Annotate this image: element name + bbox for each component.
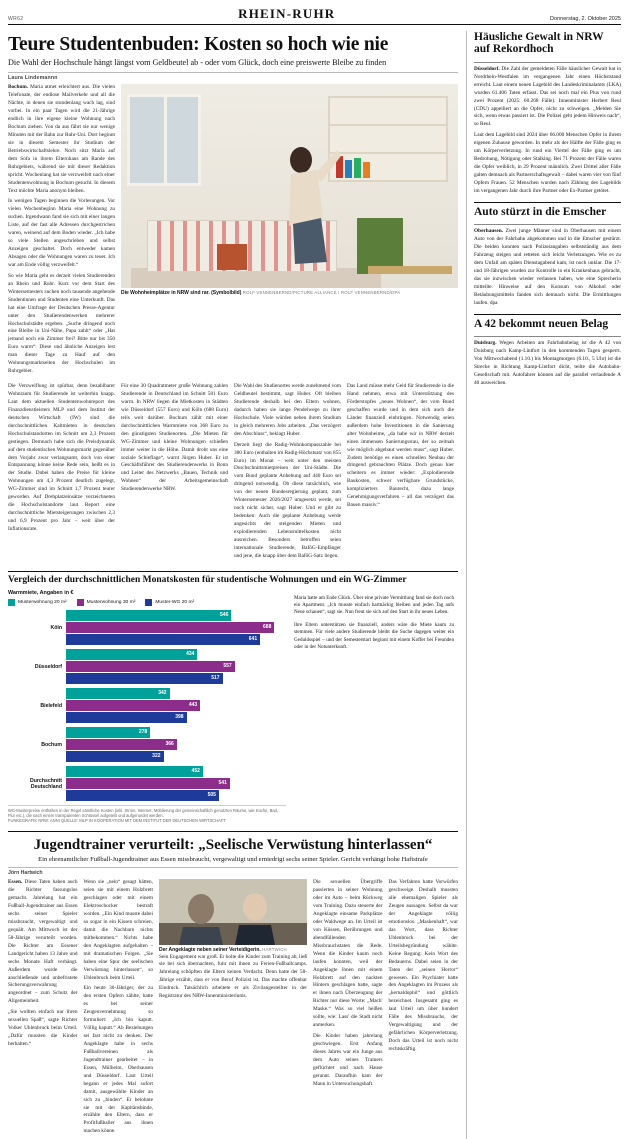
chart-bar-value: 641 <box>248 636 258 643</box>
secondary-headline: Jugendtrainer verurteilt: „Seelische Verwüstung hinterlassen“ <box>33 836 433 853</box>
chart-bar <box>66 727 150 738</box>
lead-text-col-5 <box>347 383 454 564</box>
lead-photo-caption <box>121 290 458 296</box>
paragraph: Wenn sie „nein“ gesagt hätten, seien sie mit einem Holzbrett geschlagen oder mit einem Elektroschocker bestraft worden. „Ein Kind musste dabei so sogar in ein Kissen schreien, damit die Nachbarn nichts mitbekommen.“ Nichts habe den Angeklagten aufgehalten – mit dramatischen Folgen. „Sie haben eine Spur der seelischen Verwüstung hinterlassen“, so Uhlenbruck beim Urteil. <box>83 879 153 981</box>
secondary-col-5 <box>389 879 459 1139</box>
chart-bar-value: 546 <box>220 612 229 619</box>
paragraph: Bochum. Maria atmet erleichtert aus. Die vielen Telefonate, der endlose Mailverkehr und all die Nächte, in denen sie stundenlang wach lag, sind vorbei. In ein paar Tagen wird die 21-Jährige endlich in ihre eigene kleine Wohnung nach Bochum ziehen. Von da aus fährt sie nur wenige Minuten mit der Bahn zur Ruhr-Uni. Dort beginnt sie in diesem Semester ihr Studium der Betriebswirtschaftslehre. Noch sitzt Maria auf dem Sofa in ihrem Elternhaus am Rande des Ruhrgebiets, während sie mit dieser Redaktion spricht. Wochenlang hat sie verzweifelt nach einer Studentenwohnung in Bochum gesucht. In diesem Text möchte Maria anonym bleiben. <box>8 84 115 194</box>
person-figure <box>271 144 341 264</box>
secondary-subhead: Ein ehrenamtlicher Fußball-Jugendtrainer aus Essen missbraucht, vergewaltigt und erniedrigt sechs seiner Spieler. Gericht verhängt hohe Haftstrafe <box>38 856 428 864</box>
paragraph: „Sie wollten einfach nur ihren sexuellen Spaß“, sagte Richter Volker Uhlenbruck beim Urteil. „Dafür mussten die Kinder herhalten.“ <box>8 1009 78 1048</box>
chart-bar-value: 505 <box>207 792 216 799</box>
chart-legend-item <box>145 599 194 606</box>
page-title: Teure Studentenbuden: Kosten so hoch wie nie <box>8 34 389 55</box>
paragraph: Ihre Eltern unterstützen sie finanziell, anders wäre die Miete kaum zu stemmen. Für viele andere Studierende bleibt die Suche dagegen weiter ein Geduldsspiel – und der Semesterstart beginnt mit einem Koffer bei Freunden oder in der Notunterkunft. <box>294 621 454 651</box>
chart-bar-value: 322 <box>152 753 161 760</box>
chart-bar <box>66 778 230 789</box>
chart-source-text: WG-Musterpreise enthalten in der Regel sämtliche Kosten (inkl. Strom, Internet, Möblierung der gemeinschaftlich genutzten Räume, wie Küche, Bad, Flur etc.), die nach einem transparenten Schlüssel aufgeteilt und aufgerundet werden. <box>8 807 279 818</box>
rail-story-2-headline: Auto stürzt in die Emscher <box>474 205 607 218</box>
chart-bar <box>66 673 223 684</box>
chart-bar <box>66 712 187 723</box>
paragraph: Sein Engagement war groß. Er holte die Kinder zum Training ab, ließ sie bei sich übernachten, fuhr mit ihnen zu Ferien-Fußballcamps. Jahrelang schöpften die Eltern keinen Verdacht. Denn hatte der 58-Jährige erzählt, dass er von Beruf Polizist ist. Das machte offenbar Eindruck. Tatsächlich arbeitete er als Zivilangestellter in der Registratur des NRW-Innenministeriums. <box>159 953 307 1000</box>
lead-text-col-2 <box>8 383 115 564</box>
chart-bar <box>66 622 274 633</box>
chart-bar <box>66 766 203 777</box>
legend-label: Musterwohnung 20 m² <box>18 599 67 605</box>
chart-category-label: Köln <box>50 624 62 631</box>
newspaper-page <box>0 6 629 1135</box>
chart-bar <box>66 700 200 711</box>
lead-text-col-4 <box>234 383 341 564</box>
secondary-col-1 <box>8 879 78 1139</box>
paragraph: Für eine 30 Quadratmeter große Wohnung zahlen Studierende in Deutschland im Schnitt 581 Euro warm. In NRW liegen die Mietkosten in Städten wie Düsseldorf (557 Euro) und Köln (688 Euro) teils weit darüber. Bochum zählt mit einer durchschnittlichen Warmmiete von 368 Euro zu den günstigsten Studienorten. „Die Mieten für WG-Zimmer und kleine Wohnungen schießen immer weiter in die Höhe. Damit droht uns eine soziale Schieflage“, warnt Jürgen Huber. Er ist Geschäftsführer des Studierendenwerks in Bonn und Leiter des Netzwerks „Bauen, Technik und Wohnen“ der Arbeitsgemeinschaft Studierendenwerke NRW. <box>121 383 228 493</box>
secondary-col-4 <box>313 879 383 1139</box>
masthead <box>8 6 621 25</box>
chart-bar-value: 557 <box>223 663 232 670</box>
secondary-col-3 <box>159 879 307 1139</box>
chart-category-label: Bielefeld <box>40 702 62 709</box>
paragraph: Oberhausen. Zwei junge Männer sind in Oberhausen mit einem Auto von der Fahrbahn abgekommen und in die Emscher gestürzt. Die beiden konnten nach Polizeiangaben selbstständig aus dem Fahrzeug steigen und retteten sich leicht Verletzungen. Wie es zu dem Unfall am späten Dienstagabend kam, ist noch unklar. Die 17- und 18-Jährigen wurden zur Kontrolle in ein Krankenhaus gebracht, das sie inzwischen wieder verlassen haben, wie eine Sprecherin mitteilte. Hinweise auf den Konsum von Alkohol oder Betäubungsmitteln fanden sich demnach nicht. Die Ermittlungen laufen. dpa <box>474 228 621 306</box>
caption-credit: HARTWICH <box>262 947 287 953</box>
paragraph: Die Wahl des Studienortes werde zunehmend vom Geldbeutel bestimmt, sagt Huber. Oft bleiben Studierende deshalb bei den Eltern wohnen, dadurch haben sie lange Pendelwege zu ihrer Hochschule. Viele würden neben ihrem Studium in gleich mehreren Jobs arbeiten. „Das verzögert den Abschluss“, beklagt Huber. <box>234 383 341 437</box>
paragraph: Laut dem Lagebild sind 2024 über 66.000 Menschen Opfer in ihrem eigenen Zuhause geworden. In mehr als der Hälfte der Fälle ging es um Körperverletzung. In rund ein Viertel der Fälle ging es um Bedrohung, Nötigung oder Stalking. Bei 71 Prozent der Fälle waren die Opfer weiblich, in 29 Prozent männlich. Zwei Drittel aller Fälle galten demnach als Partnerschaftsgewalt – dabei waren vier von fünf Opfern Frauen. 52 Menschen wurden nach Zählung des Lagebilds im vergangenen Jahr durch ihre Partner oder Ex-Partner getötet. <box>474 132 621 194</box>
legend-swatch <box>8 599 15 606</box>
legend-swatch <box>145 599 152 606</box>
page-body <box>8 31 621 1139</box>
paragraph: Die sexuellen Übergriffe passierten in seiner Wohnung oder im Auto – beim Rückweg vom Training. Dazu steuerte der Angeklagte einsame Parkplätze oder Waldwege an. Im Urteil ist von Küssen, Berührungen und abendfüllenden Missbrauchstaten die Rede. Wenn die Kinder kaum noch laufen konnten, weil der Angeklagte ihnen mit einem Holzbrett auf den nackten Hintern geschlagen hatte, sagte er ihnen nach Überzeugung der Richter nur diese Worte: „Mach' Maske.“ Was so viel heißen sollte, wie: Lass' die Stadt nicht anmerken. <box>313 879 383 1029</box>
chart-bar-value: 517 <box>211 675 220 682</box>
chart-side-text <box>294 590 454 824</box>
legend-label: Muster-WG 20 m² <box>155 599 195 605</box>
chart-bar-row <box>8 766 286 802</box>
caption-text: Der Angeklagte neben seiner Verteidigerin. <box>159 947 261 954</box>
secondary-columns <box>8 879 458 1139</box>
chart-bar-value: 398 <box>175 714 184 721</box>
caption-credit: ROLF VENNENBERND/PICTURE ALLIANCE / ROLF VENNENBERND/DPA <box>242 290 401 296</box>
chart-bar-row <box>8 688 286 724</box>
chart-bar-value: 278 <box>138 729 148 736</box>
chart-bar <box>66 610 231 621</box>
paragraph: Das Land müsse mehr Geld für Studierende in die Hand nehmen, etwa mit Unterstützung des Förderstopfes „neues Wohnen“, der vom Bund geschaffen wurde und in dem sich auch die Länder finanziell einbringen. Notwendig seien außerdem hohe Investitionen in die Sanierung alter Wohnheime, „da habe wir in NRW derzeit einen immensen Sanierungsstau, der so zeitnah wie möglich abgebaut werden muss“, sagt Huber. Zudem benötige es einen schnellen Neubau der dringend gebrauchten Plätze. Doch genau hier scheitern es immer wieder: „Explodierende Baukosten, schwer verfügbare Grundstücke, komplizierters Baurecht, dazu lange Genehmigungsverfahren – all das verzögert das Bauen massiv.“ <box>347 383 454 509</box>
paragraph: Duisburg. Wegen Arbeiten am Fahrbahnbelag ist die A 42 von Duisburg nach Kamp-Lintfort in den kommenden Tagen gesperrt. Von Mittwochabend (1.10.) bis Montagmorgen (6.10., 5 Uhr) ist die Strecke in Richtung Kamp-Lintfort dicht, teilte die Autobahn-Gesellschaft mit. Autofahrer können auf die parallel verlaufende A 40 ausweichen. <box>474 340 621 386</box>
shelf-decor <box>328 96 448 182</box>
chart-bars <box>8 610 286 802</box>
main-column <box>8 31 458 1139</box>
chart-bar-value: 366 <box>165 741 174 748</box>
chart-bar-row <box>8 649 286 685</box>
paragraph: Essen. Diese Taten haben auch die Richter fassungslos gemacht. Jahrelang hat ein Fußball-Jugendtrainer aus Essen sechs seiner Spieler missbraucht, vergewaltigt und gequält. Am Mittwoch ist der 58-Jährige verurteilt worden. Die Richter am Essener Landgericht haben 13 Jahre und sechs Monate Haft verhängt. Außerdem wurde die anschließende und unbefristete Sicherungsverwahrung angeordnet – zum Schutz der Allgemeinheit. <box>8 879 78 1005</box>
secondary-photo-caption <box>159 947 307 953</box>
chart-bar <box>66 661 235 672</box>
chart-legend-item <box>77 599 136 606</box>
legend-swatch <box>77 599 84 606</box>
paragraph: Maria hatte am Ende Glück. Über eine private Vermittlung fand sie doch noch ein Apartment. „Ich musste einfach hartnäckig bleiben und jeden Tag aufs Neue schauen“, sagt sie. Nun freut sie sich auf den Start in ihr neues Leben. <box>294 594 454 616</box>
chart-bar <box>66 634 260 645</box>
chart-bar-value: 434 <box>186 651 195 658</box>
chart-bar-row <box>8 727 286 763</box>
lead-byline: Laura Lindemannn <box>8 72 458 81</box>
masthead-edition-code: WR62 <box>8 16 24 22</box>
paragraph: Die Kinder haben jahrelang geschwiegen. Erst Anfang dieses Jahres war ein Junge aus dem Auto seines Trainers geflüchtet und nach Hause gerannt. Daraufhin kam der Mann in Untersuchungshaft. <box>313 1033 383 1087</box>
legend-label: Musterwohnung 30 m² <box>86 599 136 605</box>
chart-bar <box>66 649 197 660</box>
chart-bar-value: 541 <box>218 780 227 787</box>
chart-category-label: Durchschnitt Deutschland <box>30 777 62 790</box>
paragraph: In wenigen Tagen beginnen die Vorlesungen. Vor vielen Wochenbeginn Maria eine Wohnung zu suchen. Irgendwann fand sie sich mit einer langen Liste, auf der fast alle Adressen durchgestrichen waren, weinend auf dem Boden wieder. „Ich habe so viele Stellen angeschrieben und selbst Anzeigen geschaltet. Doch entweder kamen Absagen oder die Wohnungen waren zu teuer. Ich war am Ende völlig verzweifelt.“ <box>8 198 115 268</box>
chart-bar-value: 342 <box>158 690 167 697</box>
caption-text: Die Wohnheimplätze in NRW sind rar. (Symbolbild) <box>121 290 242 297</box>
paragraph: Ein heute 30-Jähriger, der zu den ersten Opfern zählte, hatte es bei seiner Zeugenvernehmung so formuliert: „Ich bin kaputt. Völlig kaputt.“ Ab Beziehungen sei fast nicht zu denken. Der Angeklagte habe in sechs Fußballvereinen als Jugendtrainer gearbeitet – in Essen, Mülheim, Oberhausen und Düsseldorf. Laut Urteil begann er jedes Mal sofort damit, ausgewählte Kinder an sich zu „binden“. Er belohnte sie mit der Kapitänsbinde, erzählte den Eltern, dass er Profitfußballer aus ihnen machen könne. <box>83 985 153 1135</box>
chart-container <box>8 571 458 824</box>
chart-bar-row <box>8 610 286 646</box>
chart-category-label: Düsseldorf <box>34 663 62 670</box>
chart-bar-value: 688 <box>263 624 272 631</box>
secondary-byline: Jörn Hartwich <box>8 867 458 876</box>
chart-bar <box>66 751 164 762</box>
lead-text-col-1 <box>8 84 115 379</box>
chart-legend <box>8 599 286 606</box>
lead-photo-block <box>121 84 458 379</box>
chart-plot <box>8 590 286 824</box>
chart-bar <box>66 739 177 750</box>
chart-legend-title: Warmmiete, Angaben in € <box>8 589 74 596</box>
lead-photo <box>121 84 458 288</box>
chart-bar <box>66 790 219 801</box>
chart-credit-text: FUNKEGRAFIK NRW: ANNI QUELLE: MLP IN KOOPERATION MIT DEM INSTITUT DER DEUTSCHEN WIRTSCHAFT <box>8 818 226 824</box>
chart-bar-value: 443 <box>188 702 198 709</box>
secondary-story <box>8 831 458 1139</box>
chart-bar-value: 452 <box>191 768 200 775</box>
masthead-title: RHEIN-RUHR <box>238 6 336 21</box>
chart-category-label: Bochum <box>41 741 62 748</box>
lead-top-row <box>8 84 458 379</box>
lead-subhead: Die Wahl der Hochschule hängt längst vom Geldbeutel ab - oder vom Glück, doch eine preiswerte Bleibe zu finden <box>8 58 387 68</box>
paragraph: Das Verfahren hatte Vorwürfen geschweige. Deshalb mussten alle ehemaligen Spieler als Zeugen aussagen. Selbst da war der Angeklagte völlig emotionslos. „Maskenhaft“, war das Wort, dass Richter Uhlenbruck bei der Urteilsbegründung wählte. Keine Regung: Kein Wort des Bedauerns. Dabei seien in der Taten der „seinen Horror“ gewesen. Ein Psychiater hatte den Angeklagten im Prozess als „kernaldophil“ und göttlich bezeichnet. Insgesamt ging es laut Urteil um über hundert Fälle des Missbrauchs, der Vergewaltigung und der gefährlichen Körperverletzung. Doch das Urteil ist noch nicht rechtskräftig. <box>388 879 458 1052</box>
lead-lower-columns <box>8 383 458 564</box>
rail-story-3-headline: A 42 bekommt neuen Belag <box>474 317 609 330</box>
paragraph: Derzeit liegt die Radig-Wohnkompasszahle bei 380 Euro (enthalten im Radig-Höchstsatz von 855 Euro) im Monat – weit unter den meisten Durchschnittsmietpreisen der Uni-Städte. Die vom Bund geplante Anhebung auf 440 Euro sei dringend notwendig. Ob diese tatsächlich, wie von der neuen Bundesregierung geplant, zum Wintersemester 2026/2027 umgesetzt werde, sei noch nicht sicher, sagt Huber. Und er gibt zu bedenken: Auch die geplante Anhebung werde angesichts der steigenden Mieten und explodierenden Lebensmittelkosten nicht ausreichen. Besonders betroffen seien internationale Studierende, BaföG-Empfänger und jene, die knapp über dem BaföG-Satz liegen. <box>234 441 341 559</box>
chart-bar <box>66 688 170 699</box>
paragraph: Die Verzweiflung ist spürbar, denn bezahlbarer Wohnraum für Studierende ist weiterhin knapp. Laut dem aktuellen Studentenwohnreport des Finanzdienstleisters MLP und dem Institut der deutschen Wirtschaft (IW) sind die durchschnittlichen Kaltmieten in deutschen Hochschulstandorten im Schnitt um 2,3 Prozent gestiegen. Demnach habe sich die Preisdynamik auf dem studentischen Wohnungsmarkt gegenüber dem Vorjahr zwar verlangsamt, doch von einer Entspannung könne keine Rede sein, heißt es in der Studie. Dabei haben die Preise für kleine Wohnungen um 4,3 Prozent deutlich zugelegt, WG-Zimmer sind im Schnitt 1,7 Prozent teurer geworden. Auf Drehplatzeinsätze verzeichneten die Hochschulstandorte laut Report eine durchschnittliche Mietsteigerungen zwischen 2,3 und 6,9 Prozent pro Jahr – weit über der Inflationsrate. <box>8 383 115 532</box>
secondary-photo <box>159 879 307 945</box>
masthead-date: Donnerstag, 2. Oktober 2025 <box>550 16 621 22</box>
paragraph: So wie Maria geht es derzeit vielen Studierenden an Rhein und Ruhr. Kurz vor dem Start des Wintersemesters suchen noch tausende angehende Studentinnen und Studenten eine Unterkunft. Das hat eine Umfrage der Deutschen Presse-Agentur unter den Studierendenwerken mehrerer Hochschulstädte ergeben. „Suche dringend noch eine Bleibe in Uni-Nähe, Papa zahlt“ oder „Hat jemand noch ein Zimmer frei? Bitte nur bis 350 Euro warm“: Diese und ähnliche Anzeigen lest man dieser Tage zu Hauf auf den Wohnungsmarktseiten der Hochschulen im Ruhrgebiet. <box>8 272 115 375</box>
right-rail <box>466 31 621 1139</box>
chart-legend-item <box>8 599 67 606</box>
rail-story-1-headline: Häusliche Gewalt in NRW auf Rekordhoch <box>474 31 604 56</box>
chart-title: Vergleich der durchschnittlichen Monatskosten für studentische Wohnungen und ein WG-Zimmer <box>8 574 407 585</box>
lead-text-col-3 <box>121 383 228 564</box>
chart-source <box>8 805 286 824</box>
secondary-col-2 <box>84 879 154 1139</box>
paragraph: Düsseldorf. Die Zahl der gemeldeten Fälle häuslicher Gewalt hat in Nordrhein-Westfalen im vergangenen Jahr einen Höchststand erreicht. Laut einem neuen Lagebild des Landeskriminalamts (LKA) wurden 61.406 Taten erfasst. Das sei noch mal ein Plus von rund zwei Prozent (2025: 60.268 Fälle). Innenminister Herbert Reul (CDU) appelliert an die Opfer, nicht zu schweigen. „Melden Sie sich, wenn etwas passiert ist. Die Polizei geht jedem Hinweis nach“, so Reul. <box>474 65 621 128</box>
